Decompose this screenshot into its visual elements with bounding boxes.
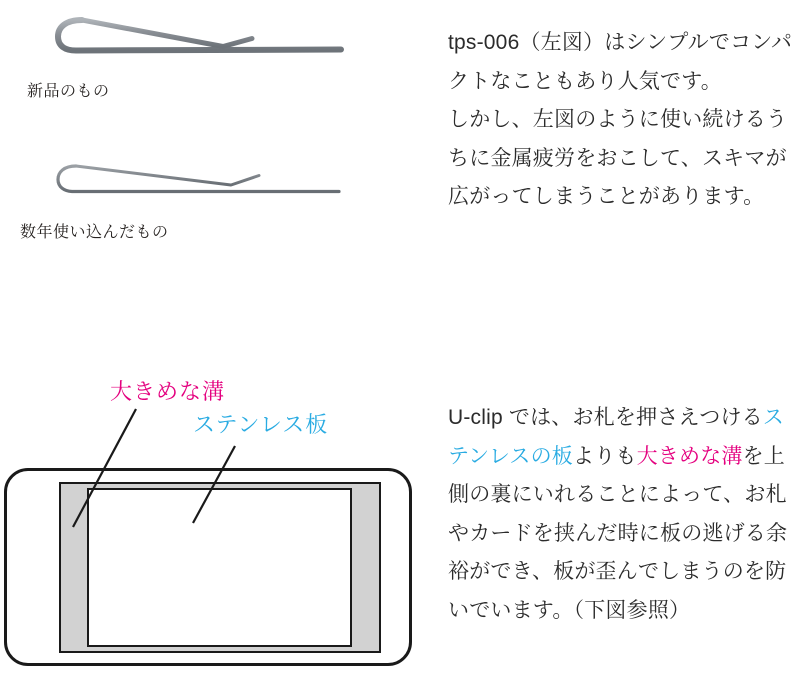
text-segment-cyan: テンレスの板 (448, 444, 573, 468)
paragraph-line: tps-006（左図）はシンプルでコンパ (448, 31, 793, 54)
money-clip-new-illustration (55, 15, 347, 65)
text-segment-magenta: 大きめな溝 (636, 444, 743, 468)
paragraph-line: 広がってしまうことがあります。 (448, 185, 765, 208)
clip-worn-caption: 数年使い込んだもの (20, 224, 169, 241)
clip-new-arm-line (82, 20, 252, 47)
paragraph-tps006 (448, 24, 800, 217)
paragraph-line: 裕ができ、板が歪んでしまうのを防 (448, 560, 787, 583)
text-segment: U-clip では、お札を押さえつける (448, 406, 763, 429)
plate-label: ステンレス板 (193, 412, 329, 437)
paragraph-uclip (448, 399, 800, 630)
paragraph-line: クトなこともあり人気です。 (448, 69, 722, 93)
paragraph-line (448, 438, 800, 477)
paragraph-line: やカードを挟んだ時に板の逃げる余 (448, 521, 788, 545)
diagram-stainless-plate (87, 488, 352, 647)
paragraph-line (448, 399, 800, 438)
paragraph-line: 側の裏にいれることによって、お札 (448, 483, 787, 506)
paragraph-line: ちに金属疲労をおこして、スキマが (448, 146, 787, 170)
clip-worn-arm-line (76, 166, 259, 185)
groove-label: 大きめな溝 (110, 379, 226, 404)
paragraph-line: しかし、左図のように使い続けるう (448, 108, 788, 131)
paragraph-line: いでいます。（下図参照） (448, 598, 691, 622)
text-segment: よりも (573, 444, 637, 468)
text-segment-cyan: ス (762, 406, 785, 429)
money-clip-worn-illustration (55, 157, 347, 205)
clip-new-caption: 新品のもの (27, 83, 110, 100)
text-segment: を上 (742, 444, 786, 468)
